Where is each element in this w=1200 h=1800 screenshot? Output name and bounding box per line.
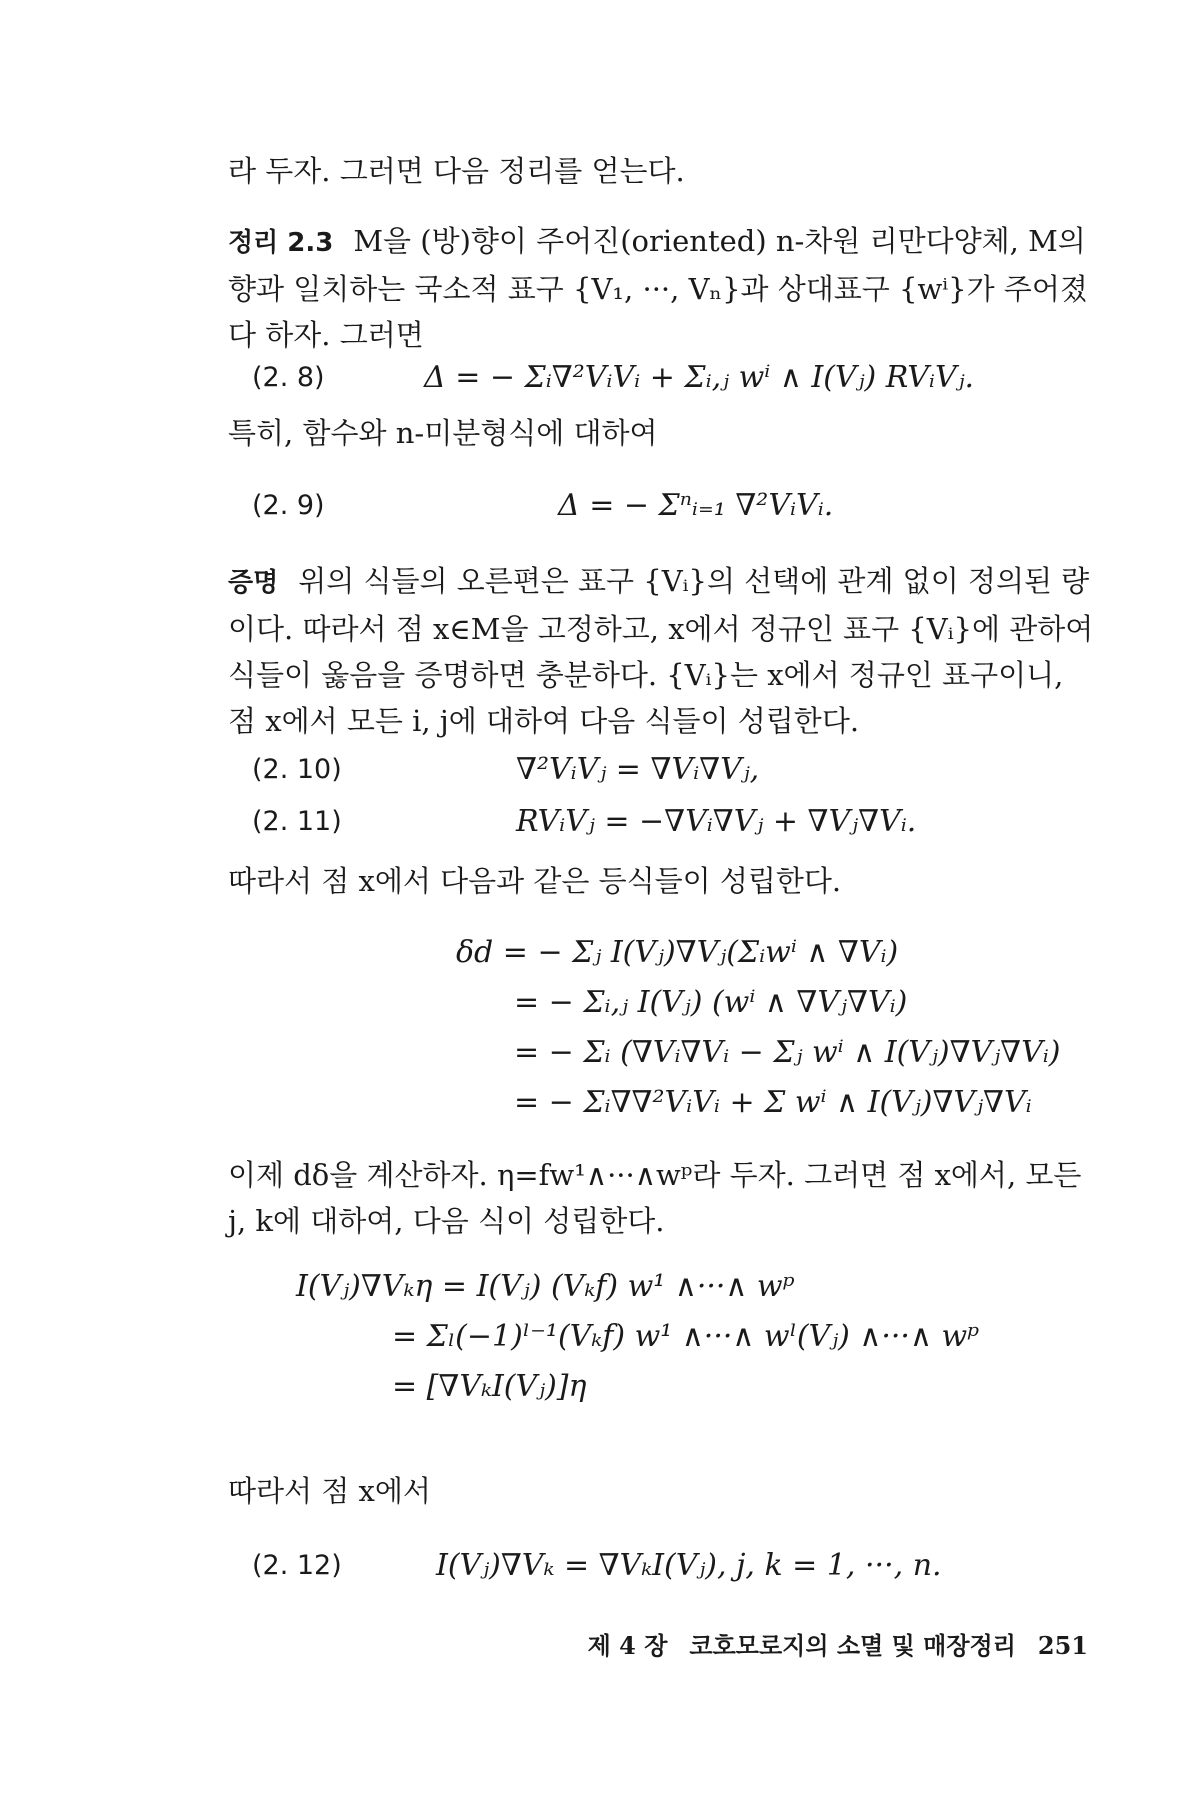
equation-2-10 [228, 748, 1100, 792]
derivation-line: = − Σᵢ,ⱼ I(Vⱼ) (wⁱ ∧ ∇Vⱼ∇Vᵢ) [514, 985, 908, 1020]
page-number: 251 [1037, 1631, 1088, 1660]
derivation-line: I(Vⱼ)∇Vₖη = I(Vⱼ) (Vₖf) w¹ ∧···∧ wᵖ [296, 1269, 795, 1304]
interior-product-derivation [296, 1262, 979, 1412]
equation-number: (2. 10) [252, 754, 342, 785]
delta-d-derivation [456, 928, 1061, 1128]
proof [228, 558, 1100, 744]
paragraph-therefore: 따라서 점 x에서 다음과 같은 등식들이 성립한다. [228, 864, 842, 898]
equation-formula: Δ = − Σᵢ∇²VᵢVᵢ + Σᵢ,ⱼ wⁱ ∧ I(Vⱼ) RVᵢVⱼ. [424, 360, 975, 395]
derivation-line: δd = − Σⱼ I(Vⱼ)∇Vⱼ(Σᵢwⁱ ∧ ∇Vᵢ) [456, 935, 899, 970]
proof-text: 위의 식들의 오른편은 표구 {Vᵢ}의 선택에 관계 없이 정의된 량이다. 따라서 점 x∈M을 고정하고, x에서 정규인 표구 {Vᵢ}에 관하여 식들이 옳음을 증명하면 충분하다. {Vᵢ}는 x에서 정규인 표구이니, 점 x에서 모든 i, j에 대하여 다음 식들이 성립한다. [228, 564, 1094, 738]
derivation-line: = Σₗ(−1)ˡ⁻¹(Vₖf) w¹ ∧···∧ wˡ(Vⱼ) ∧···∧ wᵖ [392, 1319, 980, 1354]
theorem-text: M을 (방)향이 주어진(oriented) n-차원 리만다양체, M의 향과 일치하는 국소적 표구 {V₁, ···, Vₙ}과 상대표구 {wⁱ}가 주어졌다 하자. 그러면 [228, 224, 1088, 352]
equation-formula: ∇²VᵢVⱼ = ∇Vᵢ∇Vⱼ, [516, 752, 760, 787]
equation-formula: I(Vⱼ)∇Vₖ = ∇VₖI(Vⱼ), j, k = 1, ···, n. [436, 1548, 942, 1583]
equation-number: (2. 8) [252, 362, 325, 393]
equation-number: (2. 9) [252, 490, 325, 521]
footer-chapter: 제 4 장 [587, 1631, 668, 1660]
proof-label: 증명 [228, 568, 279, 598]
paragraph-special-case: 특히, 함수와 n-미분형식에 대하여 [228, 416, 658, 450]
intro-line: 라 두자. 그러면 다음 정리를 얻는다. [228, 154, 685, 188]
theorem-label: 정리 2.3 [228, 228, 334, 258]
footer-title: 코호모로지의 소멸 및 매장정리 [689, 1631, 1016, 1660]
equation-2-12 [228, 1544, 1100, 1588]
paragraph-compute-d-delta: 이제 dδ을 계산하자. η=fw¹∧···∧wᵖ라 두자. 그러면 점 x에서, 모든 j, k에 대하여, 다음 식이 성립한다. [228, 1158, 1082, 1238]
equation-number: (2. 12) [252, 1550, 342, 1581]
equation-formula: RVᵢVⱼ = −∇Vᵢ∇Vⱼ + ∇Vⱼ∇Vᵢ. [516, 804, 917, 839]
equation-2-8 [228, 356, 1100, 400]
paragraph-at-x: 따라서 점 x에서 [228, 1474, 431, 1508]
derivation-line: = − Σᵢ (∇Vᵢ∇Vᵢ − Σⱼ wⁱ ∧ I(Vⱼ)∇Vⱼ∇Vᵢ) [514, 1035, 1061, 1070]
equation-formula: Δ = − Σⁿᵢ₌₁ ∇²VᵢVᵢ. [558, 488, 834, 523]
theorem-2-3 [228, 218, 1100, 358]
equation-number: (2. 11) [252, 806, 342, 837]
running-footer [566, 1626, 1088, 1661]
derivation-line: = − Σᵢ∇∇²VᵢVᵢ + Σ wⁱ ∧ I(Vⱼ)∇Vⱼ∇Vᵢ [514, 1085, 1032, 1120]
equation-2-9 [228, 484, 1100, 528]
equation-2-11 [228, 800, 1100, 844]
derivation-line: = [∇VₖI(Vⱼ)]η [392, 1369, 587, 1404]
